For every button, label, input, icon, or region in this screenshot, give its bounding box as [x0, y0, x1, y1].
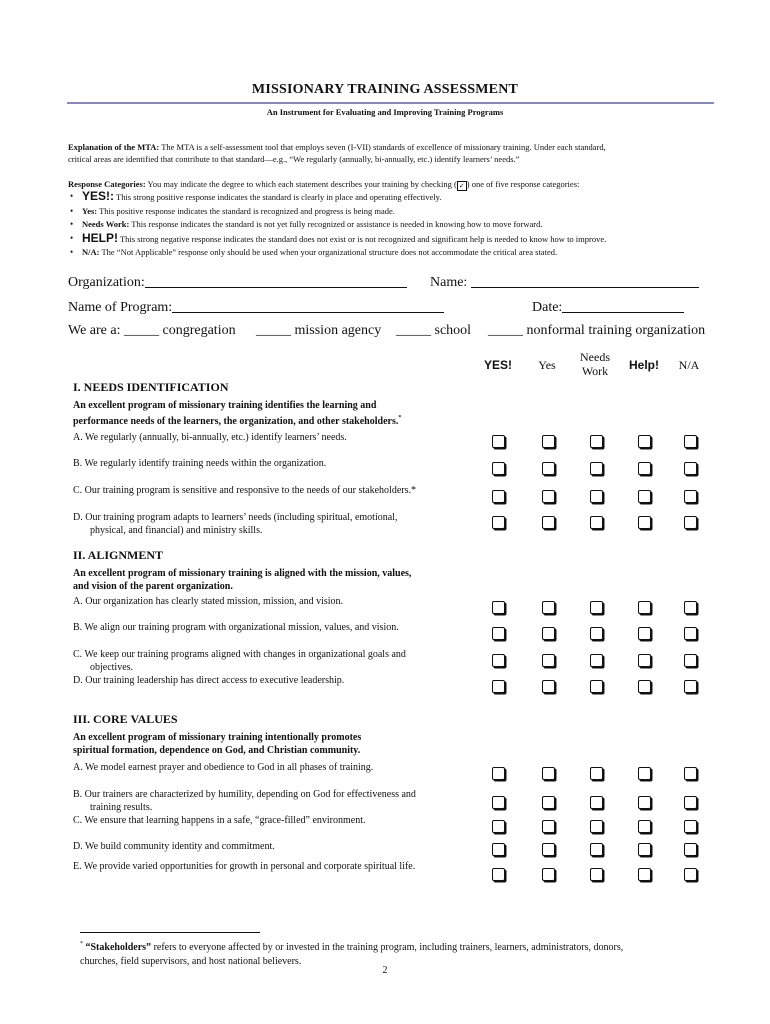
response-text-before: You may indicate the degree to which each statement describes your training by checking (	[147, 179, 457, 189]
alignment-item-a: A. Our organization has clearly stated mission, mission, and vision.	[73, 596, 344, 607]
checkbox-alignment-a-yes[interactable]	[542, 601, 555, 614]
explanation-paragraph	[68, 141, 716, 165]
checkbox-alignment-c-yes-strong[interactable]	[492, 654, 505, 667]
checkbox-needs-d-yes[interactable]	[542, 516, 555, 529]
checkbox-needs-a-na[interactable]	[684, 435, 697, 448]
checkbox-core-a-help[interactable]	[638, 767, 651, 780]
core-values-item-d: D. We build community identity and commitment.	[73, 841, 275, 852]
needs-item-a: A. We regularly (annually, bi-annually, etc.) identify learners’ needs.	[73, 432, 347, 443]
response-label: Response Categories:	[68, 179, 146, 189]
organization-input[interactable]	[145, 274, 407, 288]
col-yes-strong: YES!	[483, 358, 512, 372]
checkbox-core-d-needs-work[interactable]	[590, 843, 603, 856]
checkbox-alignment-c-help[interactable]	[638, 654, 651, 667]
checkbox-core-e-yes-strong[interactable]	[492, 868, 505, 881]
name-row	[430, 274, 699, 291]
nonformal-option: nonformal training organization	[526, 323, 706, 338]
checkbox-alignment-c-needs-work[interactable]	[590, 654, 603, 667]
checkbox-alignment-a-yes-strong[interactable]	[492, 601, 505, 614]
checkbox-core-a-na[interactable]	[684, 767, 697, 780]
mission-agency-blank[interactable]: _____	[256, 323, 291, 338]
category-yes: • Yes: This positive response indicates the standard is recognized and progress is being made.	[70, 205, 720, 219]
category-na: • N/A: The “Not Applicable” response only should be used when your organizational structure does not accommodate the critical area stated.	[70, 246, 720, 260]
school-option: school	[434, 323, 472, 338]
checkbox-alignment-b-yes[interactable]	[542, 627, 555, 640]
nonformal-option-row	[488, 323, 705, 339]
checkbox-core-d-yes-strong[interactable]	[492, 843, 505, 856]
checkbox-alignment-d-yes[interactable]	[542, 680, 555, 693]
checkbox-alignment-a-needs-work[interactable]	[590, 601, 603, 614]
title-divider	[67, 102, 714, 104]
checkbox-needs-a-yes[interactable]	[542, 435, 555, 448]
checkbox-core-c-na[interactable]	[684, 820, 697, 833]
checkbox-alignment-b-na[interactable]	[684, 627, 697, 640]
checkbox-core-d-help[interactable]	[638, 843, 651, 856]
program-row	[68, 299, 444, 316]
section-core-values-intro: An excellent program of missionary training intentionally promotes spiritual formation, dependence on God, and Christian community.	[73, 732, 362, 756]
col-needs-work: Needs Work	[580, 350, 610, 378]
checkbox-needs-b-yes-strong[interactable]	[492, 462, 505, 475]
checkbox-core-c-yes-strong[interactable]	[492, 820, 505, 833]
date-label: Date:	[532, 300, 563, 315]
document-subtitle: An Instrument for Evaluating and Improving Training Programs	[266, 107, 504, 117]
col-yes: Yes	[538, 358, 556, 372]
checkbox-core-c-yes[interactable]	[542, 820, 555, 833]
school-option-row	[396, 323, 471, 339]
alignment-item-c: C. We keep our training programs aligned with changes in organizational goals and objectives.	[73, 649, 406, 673]
footnote: * “Stakeholders” refers to everyone affected by or invested in the training program, including trainers, learners, administrators, donors, churches, field supervisors, and host national believers.	[80, 941, 624, 967]
checkbox-needs-d-na[interactable]	[684, 516, 697, 529]
checkbox-needs-d-needs-work[interactable]	[590, 516, 603, 529]
needs-item-c: C. Our training program is sensitive and responsive to the needs of our stakeholders.*	[73, 485, 416, 496]
checkbox-alignment-b-help[interactable]	[638, 627, 651, 640]
page-number: 2	[382, 965, 388, 976]
program-label: Name of Program:	[68, 300, 173, 315]
checkbox-needs-b-help[interactable]	[638, 462, 651, 475]
checkbox-needs-c-na[interactable]	[684, 490, 697, 503]
checkbox-core-b-help[interactable]	[638, 796, 651, 809]
checkbox-needs-c-yes[interactable]	[542, 490, 555, 503]
explanation-label: Explanation of the MTA:	[68, 142, 160, 152]
checkbox-alignment-d-yes-strong[interactable]	[492, 680, 505, 693]
checkbox-needs-d-yes-strong[interactable]	[492, 516, 505, 529]
checkbox-alignment-c-na[interactable]	[684, 654, 697, 667]
core-values-item-b: B. Our trainers are characterized by humility, depending on God for effectiveness and training results.	[73, 789, 416, 813]
checkbox-needs-b-na[interactable]	[684, 462, 697, 475]
school-blank[interactable]: _____	[396, 323, 431, 338]
checkbox-core-c-needs-work[interactable]	[590, 820, 603, 833]
checkbox-needs-d-help[interactable]	[638, 516, 651, 529]
checkbox-core-b-na[interactable]	[684, 796, 697, 809]
date-row	[532, 299, 684, 316]
checkbox-needs-a-yes-strong[interactable]	[492, 435, 505, 448]
checkbox-core-e-needs-work[interactable]	[590, 868, 603, 881]
congregation-blank[interactable]: _____	[124, 323, 159, 338]
mission-agency-option: mission agency	[294, 323, 382, 338]
checkbox-core-d-na[interactable]	[684, 843, 697, 856]
checkbox-core-e-yes[interactable]	[542, 868, 555, 881]
name-label: Name:	[430, 275, 468, 290]
checkbox-core-a-yes[interactable]	[542, 767, 555, 780]
explanation-line-2: critical areas are identified that contribute to that standard—e.g., “We regularly (annually, bi-annually, etc.) identify learners’ needs.”	[68, 154, 520, 164]
document-title: MISSIONARY TRAINING ASSESSMENT	[251, 82, 519, 97]
checkbox-needs-a-help[interactable]	[638, 435, 651, 448]
alignment-item-b: B. We align our training program with organizational mission, values, and vision.	[73, 622, 399, 633]
checkbox-needs-c-help[interactable]	[638, 490, 651, 503]
checkbox-alignment-a-help[interactable]	[638, 601, 651, 614]
section-needs-identification-intro: An excellent program of missionary training identifies the learning and performance needs of the learners, the organization, and other stakeholders.*	[73, 400, 402, 427]
we-are-row	[68, 323, 236, 339]
category-needs-work: • Needs Work: This response indicates the standard is not yet fully recognized or assistance is needed in knowing how to move forward.	[70, 218, 720, 232]
checkbox-core-e-na[interactable]	[684, 868, 697, 881]
checkbox-alignment-d-needs-work[interactable]	[590, 680, 603, 693]
checkbox-core-d-yes[interactable]	[542, 843, 555, 856]
section-core-values-title: III. CORE VALUES	[73, 712, 178, 726]
mission-agency-option-row	[256, 323, 381, 339]
nonformal-blank[interactable]: _____	[488, 323, 523, 338]
we-are-label: We are a:	[68, 323, 121, 338]
checkbox-alignment-b-yes-strong[interactable]	[492, 627, 505, 640]
footnote-divider	[80, 932, 260, 933]
date-input[interactable]	[562, 299, 684, 313]
explanation-line-1: The MTA is a self-assessment tool that employs seven (I-VII) standards of excellence of missionary training. Under each standard,	[161, 142, 606, 152]
checkbox-core-a-needs-work[interactable]	[590, 767, 603, 780]
core-values-item-a: A. We model earnest prayer and obedience to God in all phases of training.	[73, 762, 374, 773]
category-yes-strong: • YES!: This strong positive response indicates the standard is clearly in place and operating effectively.	[70, 190, 720, 205]
checkbox-needs-b-yes[interactable]	[542, 462, 555, 475]
response-text-after: ) one of five response categories:	[466, 179, 580, 189]
checkbox-core-c-help[interactable]	[638, 820, 651, 833]
name-input[interactable]	[471, 274, 699, 288]
checkbox-core-a-yes-strong[interactable]	[492, 767, 505, 780]
checkbox-needs-a-needs-work[interactable]	[590, 435, 603, 448]
checkbox-alignment-a-na[interactable]	[684, 601, 697, 614]
alignment-item-d: D. Our training leadership has direct access to executive leadership.	[73, 675, 345, 686]
checkbox-core-e-help[interactable]	[638, 868, 651, 881]
organization-label: Organization:	[68, 275, 145, 290]
checkbox-needs-c-needs-work[interactable]	[590, 490, 603, 503]
core-values-item-c: C. We ensure that learning happens in a safe, “grace-filled” environment.	[73, 815, 366, 826]
checkbox-core-b-needs-work[interactable]	[590, 796, 603, 809]
checkbox-core-b-yes[interactable]	[542, 796, 555, 809]
section-needs-identification-title: I. NEEDS IDENTIFICATION	[73, 380, 229, 394]
category-help: • HELP! This strong negative response indicates the standard does not exist or is not recognized and significant help is needed to know how to improve.	[70, 232, 720, 247]
congregation-option: congregation	[162, 323, 236, 338]
checkbox-checked-icon: ✓	[457, 181, 467, 191]
needs-item-d: D. Our training program adapts to learners’ needs (including spiritual, emotional, physical, and financial) and ministry skills.	[73, 512, 398, 536]
checkbox-core-b-yes-strong[interactable]	[492, 796, 505, 809]
checkbox-alignment-d-na[interactable]	[684, 680, 697, 693]
needs-item-b: B. We regularly identify training needs within the organization.	[73, 458, 327, 469]
organization-row	[68, 274, 407, 291]
checkbox-needs-c-yes-strong[interactable]	[492, 490, 505, 503]
section-alignment-title: II. ALIGNMENT	[73, 548, 164, 562]
core-values-item-e: E. We provide varied opportunities for growth in personal and corporate spiritual life.	[73, 861, 416, 872]
checkbox-alignment-b-needs-work[interactable]	[590, 627, 603, 640]
program-input[interactable]	[172, 299, 444, 313]
col-na: N/A	[678, 358, 700, 372]
section-alignment-intro: An excellent program of missionary training is aligned with the mission, values, and vision of the parent organization.	[73, 568, 412, 592]
checkbox-alignment-d-help[interactable]	[638, 680, 651, 693]
checkbox-needs-b-needs-work[interactable]	[590, 462, 603, 475]
checkbox-alignment-c-yes[interactable]	[542, 654, 555, 667]
response-categories-list	[70, 190, 720, 260]
col-help: Help!	[629, 358, 659, 372]
